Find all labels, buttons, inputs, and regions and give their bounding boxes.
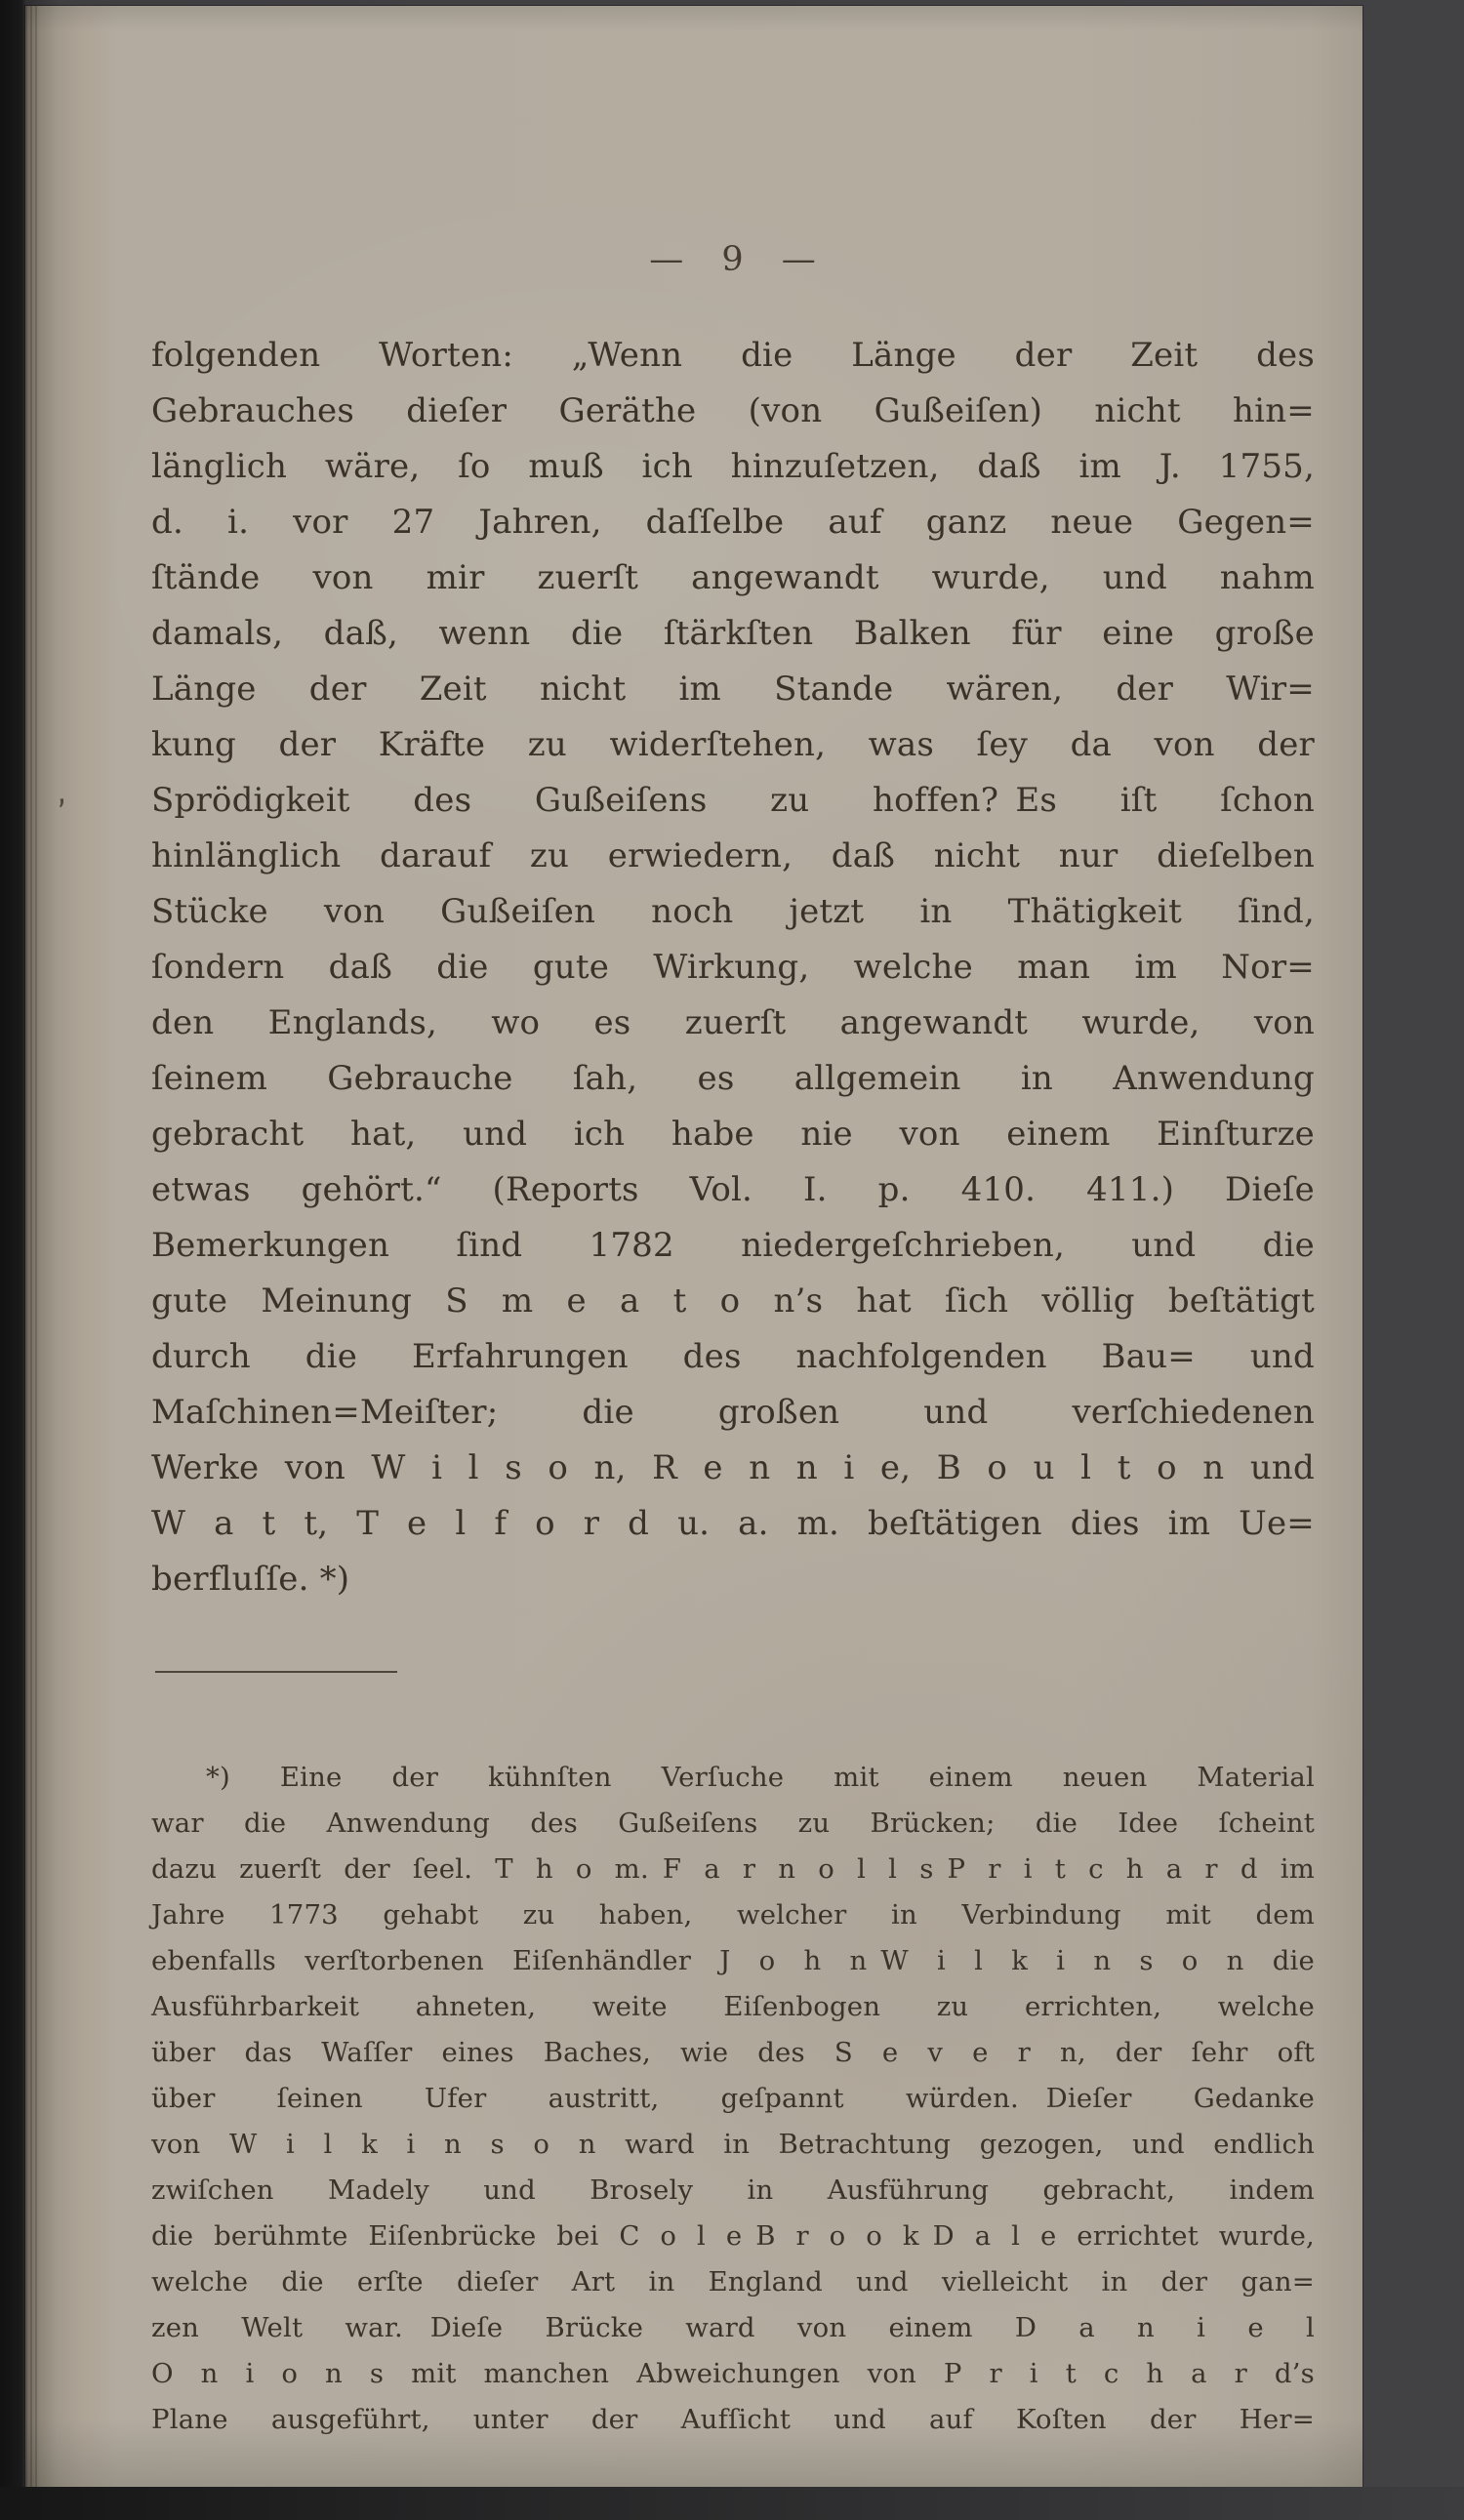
ink-speck: ’	[54, 792, 74, 833]
text-line: Bemerkungen ſind 1782 niedergeſchrieben, und die	[151, 1226, 1315, 1265]
text-line: die berühmte Eiſenbrücke bei C o l e B r o o k D a l e errichtet wurde,	[151, 2220, 1315, 2252]
text-line: Sprödigkeit des Gußeiſens zu hoffen? Es iſt ſchon	[151, 781, 1315, 820]
text-line: kung der Kräfte zu widerſtehen, was ſey da von der	[151, 725, 1315, 764]
text-line: ebenfalls verſtorbenen Eiſenhändler J o h n W i l k i n s o n die	[151, 1945, 1315, 1976]
text-line: etwas gehört.“ (Reports Vol. I. p. 410. 411.) Dieſe	[151, 1170, 1315, 1209]
text-line: über das Waſſer eines Baches, wie des S e v e r n, der ſehr oft	[151, 2037, 1315, 2068]
photo-bottom-edge	[0, 2487, 1464, 2520]
text-line: Maſchinen=Meiſter; die großen und verſchiedenen	[151, 1393, 1315, 1432]
text-line: gute Meinung S m e a t o n’s hat ſich völlig beſtätigt	[151, 1281, 1315, 1321]
text-line: Jahre 1773 gehabt zu haben, welcher in Verbindung mit dem	[151, 1899, 1315, 1931]
body-text	[151, 328, 1315, 1607]
text-line: ſondern daß die gute Wirkung, welche man im Nor=	[151, 948, 1315, 987]
text-line: Ausführbarkeit ahneten, weite Eiſenbogen zu errichten, welche	[151, 1991, 1315, 2022]
text-line: d. i. vor 27 Jahren, daſſelbe auf ganz neue Gegen=	[151, 503, 1315, 542]
text-line: Stücke von Gußeiſen noch jetzt in Thätigkeit ſind,	[151, 892, 1315, 931]
text-line: hinlänglich darauf zu erwiedern, daß nicht nur dieſelben	[151, 836, 1315, 875]
text-line: dazu zuerſt der ſeel. T h o m. F a r n o l l s P r i t c h a r d im	[151, 1853, 1315, 1885]
text-line: war die Anwendung des Gußeiſens zu Brücken; die Idee ſcheint	[151, 1808, 1315, 1839]
text-line: Länge der Zeit nicht im Stande wären, der Wir=	[151, 670, 1315, 709]
text-line: folgenden Worten: „Wenn die Länge der Zeit des	[151, 336, 1315, 375]
text-line: durch die Erfahrungen des nachfolgenden Bau= und	[151, 1337, 1315, 1376]
footnote-separator	[155, 1671, 397, 1673]
page-number: — 9 —	[649, 240, 817, 279]
text-line: Werke von W i l s o n, R e n n i e, B o u l t o n und	[151, 1448, 1315, 1487]
book-page	[25, 6, 1362, 2487]
text-line: W a t t, T e l f o r d u. a. m. beſtätigen dies im Ue=	[151, 1504, 1315, 1543]
text-line: damals, daß, wenn die ſtärkſten Balken für eine große	[151, 614, 1315, 653]
text-line: zen Welt war. Dieſe Brücke ward von einem D a n i e l	[151, 2312, 1315, 2343]
footnote-text	[151, 1755, 1315, 2443]
text-line: von W i l k i n s o n ward in Betrachtung gezogen, und endlich	[151, 2129, 1315, 2160]
text-line: über ſeinen Ufer austritt, geſpannt würden. Dieſer Gedanke	[151, 2083, 1315, 2114]
text-line: welche die erſte dieſer Art in England und vielleicht in der gan=	[151, 2266, 1315, 2297]
text-line: ſeinem Gebrauche ſah, es allgemein in Anwendung	[151, 1059, 1315, 1098]
page-edge-shadow	[25, 6, 39, 2487]
text-line: Gebrauches dieſer Geräthe (von Gußeiſen) nicht hin=	[151, 391, 1315, 430]
text-line: ſtände von mir zuerſt angewandt wurde, und nahm	[151, 558, 1315, 597]
text-line: den Englands, wo es zuerſt angewandt wurde, von	[151, 1003, 1315, 1042]
text-line: Plane ausgeführt, unter der Aufſicht und auf Koſten der Her=	[151, 2404, 1315, 2435]
text-line: *) Eine der kühnſten Verſuche mit einem neuen Material	[206, 1762, 1315, 1793]
text-line: zwiſchen Madely und Brosely in Ausführung gebracht, indem	[151, 2175, 1315, 2206]
text-line: länglich wäre, ſo muß ich hinzuſetzen, daß im J. 1755,	[151, 447, 1315, 486]
text-line: gebracht hat, und ich habe nie von einem Einſturze	[151, 1115, 1315, 1154]
text-line: O n i o n s mit manchen Abweichungen von P r i t c h a r d’s	[151, 2358, 1315, 2389]
text-line: berfluſſe. *)	[151, 1560, 350, 1599]
